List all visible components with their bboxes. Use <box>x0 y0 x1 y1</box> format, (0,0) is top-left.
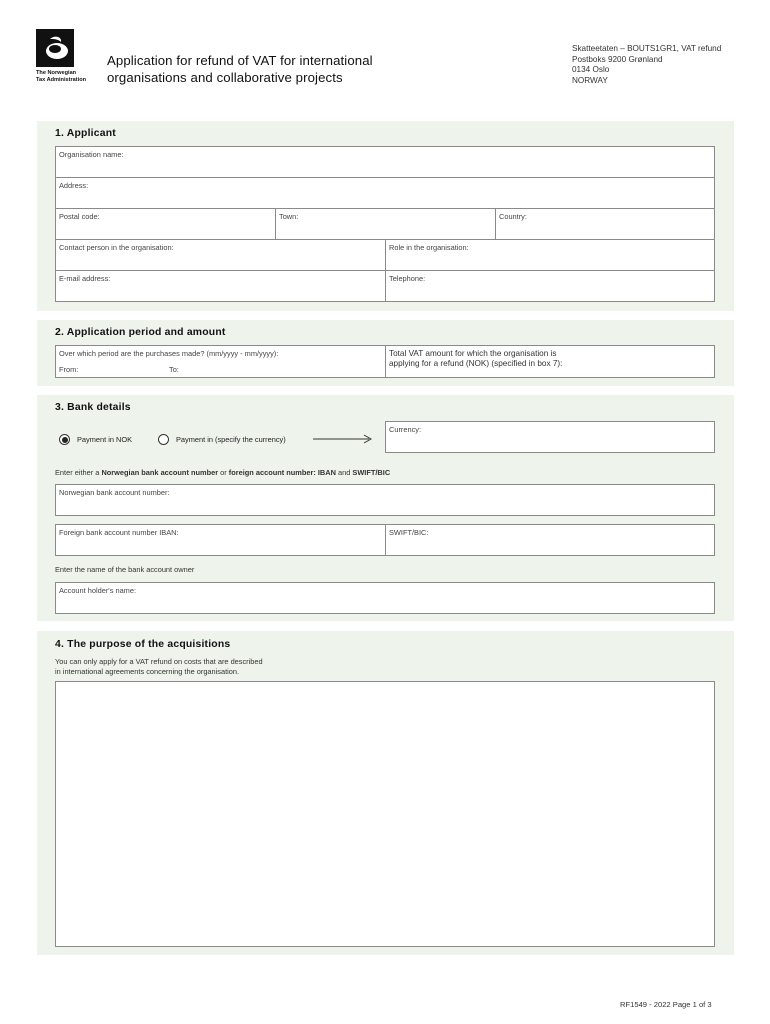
role-label: Role in the organisation: <box>389 243 469 252</box>
currency-field[interactable] <box>385 421 715 453</box>
swift-field[interactable] <box>385 524 715 556</box>
purpose-textarea[interactable] <box>55 681 715 947</box>
org-name-label: Organisation name: <box>59 150 124 159</box>
vat-amount-field[interactable] <box>385 345 715 378</box>
foreign-iban-label: Foreign bank account number IBAN: <box>59 528 179 537</box>
account-instruction <box>55 468 390 478</box>
country-field[interactable] <box>495 208 715 240</box>
radio-payment-nok[interactable] <box>59 434 70 445</box>
period-question-label: Over which period are the purchases made? (mm/yyyy - mm/yyyy): <box>59 349 279 358</box>
title-line2: organisations and collaborative projects <box>107 70 343 85</box>
section-period <box>37 320 734 386</box>
section-purpose <box>37 631 734 955</box>
org-name-field[interactable] <box>55 146 715 178</box>
purpose-note-line1: You can only apply for a VAT refund on costs that are described <box>55 657 263 666</box>
instruction-part-d: foreign account number: IBAN <box>228 468 336 477</box>
logo-mark-icon <box>36 29 74 67</box>
payment-nok-label: Payment in NOK <box>77 435 133 444</box>
telephone-label: Telephone: <box>389 274 426 283</box>
contact-person-label: Contact person in the organisation: <box>59 243 174 252</box>
account-holder-label: Account holder's name: <box>59 586 137 595</box>
from-label: From: <box>59 365 79 374</box>
instruction-part-e: and <box>335 468 353 477</box>
to-label: To: <box>169 365 179 374</box>
vat-amount-label-line1: Total VAT amount for which the organisation is <box>389 349 557 358</box>
address-line1: Skatteetaten – BOUTS1GR1, VAT refund <box>572 44 722 53</box>
swift-label: SWIFT/BIC: <box>389 528 429 537</box>
period-field[interactable] <box>55 345 386 378</box>
address-line3: 0134 Oslo <box>572 65 610 75</box>
owner-instruction: Enter the name of the bank account owner <box>55 565 195 574</box>
postal-code-field[interactable] <box>55 208 276 240</box>
email-label: E-mail address: <box>59 274 111 283</box>
town-field[interactable] <box>275 208 496 240</box>
instruction-part-f: SWIFT/BIC <box>352 468 391 477</box>
norwegian-account-label: Norwegian bank account number: <box>59 488 170 497</box>
town-label: Town: <box>279 212 299 221</box>
address-field[interactable] <box>55 177 715 209</box>
country-label: Country: <box>499 212 527 221</box>
address-label: Address: <box>59 181 89 190</box>
vat-amount-label-line2: applying for a refund (NOK) (specified in box 7): <box>389 358 563 368</box>
instruction-part-a: Enter either a <box>55 468 102 477</box>
instruction-part-b: Norwegian bank account number <box>101 468 219 477</box>
logo-text-line2: Tax Administration <box>36 76 87 83</box>
section-title-bank: 3. Bank details <box>55 402 131 413</box>
logo-text-line1: The Norwegian <box>36 70 77 76</box>
norwegian-account-field[interactable] <box>55 484 715 516</box>
contact-person-field[interactable] <box>55 239 386 271</box>
address-line2: Postboks 9200 Grønland <box>572 54 663 64</box>
instruction-part-c: or <box>218 468 229 477</box>
page-footer: RF1549 - 2022 Page 1 of 3 <box>620 1000 712 1009</box>
payment-other-label: Payment in (specify the currency) <box>176 435 286 444</box>
section-title-purpose: 4. The purpose of the acquisitions <box>55 639 231 650</box>
section-title-applicant: 1. Applicant <box>55 128 116 139</box>
arrow-right-icon <box>313 434 375 444</box>
tax-administration-logo <box>36 29 96 83</box>
radio-payment-other[interactable] <box>158 434 169 445</box>
section-title-period: 2. Application period and amount <box>55 327 226 338</box>
telephone-field[interactable] <box>385 270 715 302</box>
section-applicant <box>37 121 734 311</box>
section-bank <box>37 395 734 621</box>
address-line4: NORWAY <box>572 75 608 85</box>
mailing-address <box>572 44 721 86</box>
purpose-note <box>55 657 263 676</box>
account-holder-field[interactable] <box>55 582 715 614</box>
title-line1: Application for refund of VAT for international <box>107 53 373 68</box>
foreign-iban-field[interactable] <box>55 524 386 556</box>
vat-amount-label <box>389 349 562 368</box>
page-title <box>107 52 373 86</box>
purpose-note-line2: in international agreements concerning the organisation. <box>55 666 240 676</box>
email-field[interactable] <box>55 270 386 302</box>
postal-code-label: Postal code: <box>59 212 100 221</box>
role-field[interactable] <box>385 239 715 271</box>
currency-label: Currency: <box>389 425 422 434</box>
